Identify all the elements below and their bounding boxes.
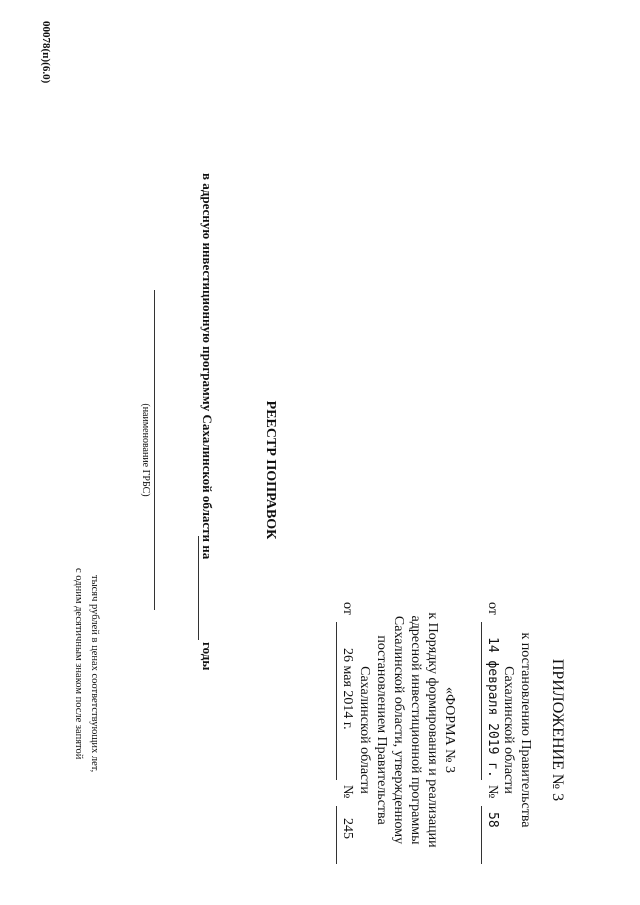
units-line2: с одним десятичным знаком после запятой	[73, 568, 84, 760]
form-title: «ФОРМА № 3	[442, 686, 457, 774]
appendix-number-underline	[481, 806, 482, 864]
registry-years: годы	[200, 642, 215, 671]
appendix-date: 14 февраля 2019 г.	[485, 637, 500, 778]
appendix-number: 58	[485, 812, 500, 828]
registry-title: РЕЕСТР ПОПРАВОК	[263, 400, 278, 540]
form-date: 26 мая 2014 г.	[340, 648, 355, 730]
form-line-0: к Порядку формирования и реализации	[425, 612, 440, 848]
form-number-underline	[336, 806, 337, 864]
form-line-4: Сахалинской области	[357, 666, 372, 794]
form-line-3: постановлением Правительства	[374, 635, 389, 825]
form-from-label: от	[340, 602, 355, 615]
appendix-title: ПРИЛОЖЕНИЕ № 3	[549, 658, 566, 802]
form-line-1: адресной инвестиционной программы	[408, 615, 423, 845]
grbs-caption: (наименование ГРБС)	[140, 403, 151, 497]
appendix-from-label: от	[485, 602, 500, 615]
appendix-no-label: №	[485, 785, 500, 799]
registry-subtitle: в адресную инвестиционную программу Сахалинской области на	[200, 173, 215, 560]
appendix-line2: Сахалинской области	[501, 666, 516, 794]
appendix-date-underline	[481, 622, 482, 780]
form-number: 245	[340, 818, 355, 839]
registry-years-underline	[198, 536, 199, 640]
form-line-2: Сахалинской области, утвержденному	[391, 615, 406, 845]
grbs-underline	[154, 290, 155, 610]
form-no-label: №	[340, 785, 355, 799]
form-date-underline	[336, 622, 337, 780]
footer-code: 00078(п)(6.0)	[40, 21, 52, 84]
appendix-line1: к постановлению Правительства	[518, 632, 533, 828]
units-line1: тысяч рублей в ценах соответствующих лет,	[89, 575, 100, 773]
